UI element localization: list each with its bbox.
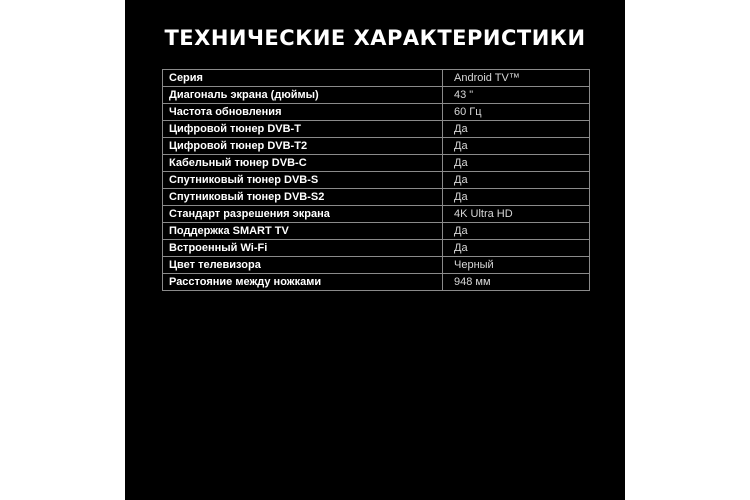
table-row	[163, 206, 590, 223]
spec-value: Черный	[443, 257, 590, 274]
spec-label: Спутниковый тюнер DVB-S	[163, 172, 443, 189]
table-row	[163, 257, 590, 274]
table-row	[163, 240, 590, 257]
table-row	[163, 87, 590, 104]
spec-value: Android TV™	[443, 70, 590, 87]
spec-label: Серия	[163, 70, 443, 87]
table-row	[163, 155, 590, 172]
spec-value: 948 мм	[443, 274, 590, 291]
spec-label: Кабельный тюнер DVB-C	[163, 155, 443, 172]
table-row	[163, 223, 590, 240]
table-row	[163, 274, 590, 291]
table-row	[163, 121, 590, 138]
spec-label: Цифровой тюнер DVB-T	[163, 121, 443, 138]
spec-value: Да	[443, 121, 590, 138]
spec-label: Расстояние между ножками	[163, 274, 443, 291]
spec-label: Спутниковый тюнер DVB-S2	[163, 189, 443, 206]
page-title: ТЕХНИЧЕСКИЕ ХАРАКТЕРИСТИКИ	[164, 26, 586, 50]
spec-label: Цвет телевизора	[163, 257, 443, 274]
table-row	[163, 70, 590, 87]
spec-table	[162, 69, 590, 291]
spec-value: Да	[443, 155, 590, 172]
table-row	[163, 172, 590, 189]
spec-value: 60 Гц	[443, 104, 590, 121]
spec-label: Поддержка SMART TV	[163, 223, 443, 240]
spec-value: Да	[443, 138, 590, 155]
spec-label: Цифровой тюнер DVB-T2	[163, 138, 443, 155]
spec-value: Да	[443, 189, 590, 206]
spec-value: 4K Ultra HD	[443, 206, 590, 223]
table-row	[163, 189, 590, 206]
spec-label: Диагональ экрана (дюймы)	[163, 87, 443, 104]
spec-label: Частота обновления	[163, 104, 443, 121]
table-row	[163, 138, 590, 155]
table-row	[163, 104, 590, 121]
spec-value: Да	[443, 172, 590, 189]
spec-label: Стандарт разрешения экрана	[163, 206, 443, 223]
spec-panel	[125, 0, 625, 500]
spec-value: Да	[443, 223, 590, 240]
spec-value: Да	[443, 240, 590, 257]
spec-value: 43 "	[443, 87, 590, 104]
spec-label: Встроенный Wi-Fi	[163, 240, 443, 257]
